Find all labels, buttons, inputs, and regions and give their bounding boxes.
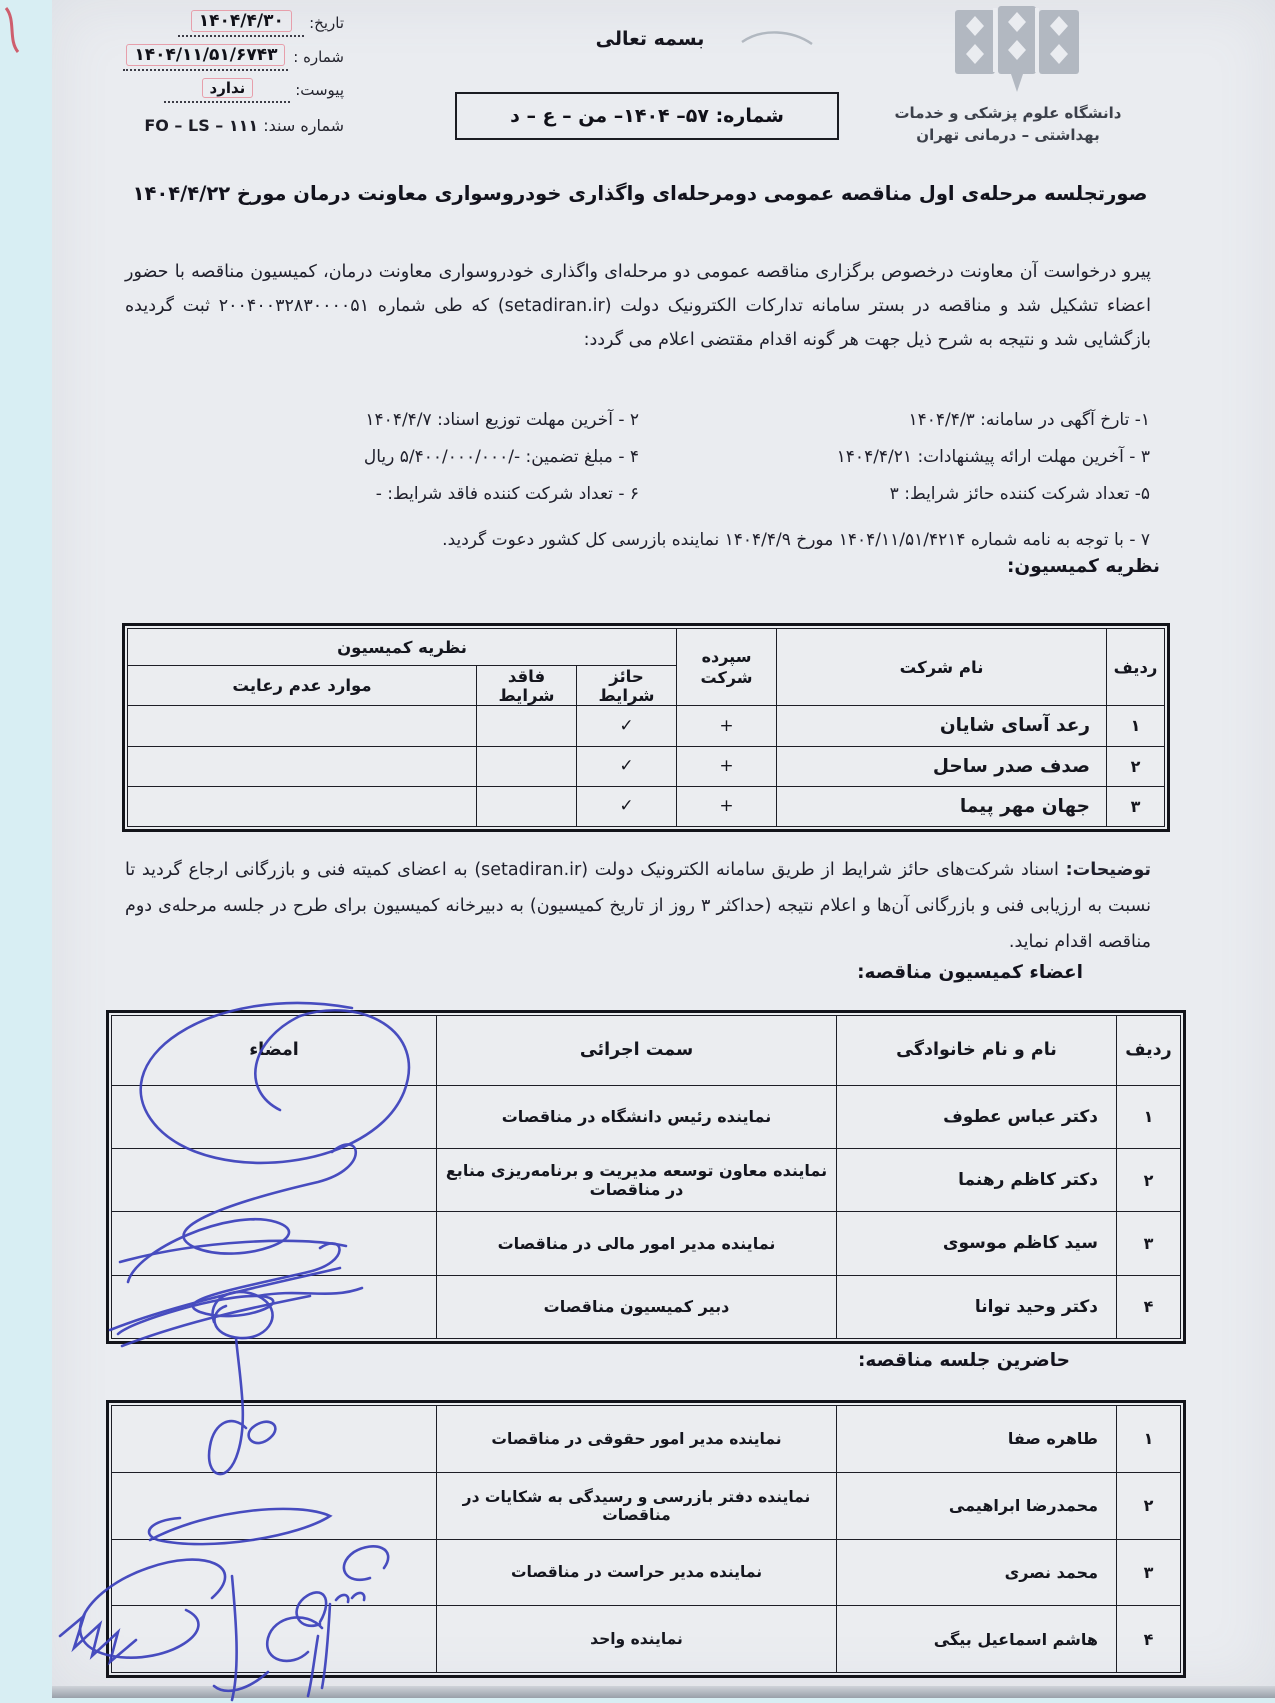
- col-unqualified: فاقد شرایط: [477, 666, 577, 706]
- noncompliance-cell: [128, 786, 477, 826]
- member-name: سید کاظم موسوی: [837, 1212, 1117, 1275]
- term-item-4: ۴ - مبلغ تضمین: -/۵/۴۰۰/۰۰۰/۰۰۰ ریال: [363, 447, 639, 467]
- company-row: [128, 746, 1165, 786]
- number-label: شماره :: [293, 48, 344, 66]
- signature-cell: [112, 1606, 437, 1673]
- col-name: نام و نام خانوادگی: [837, 1016, 1117, 1086]
- row-no: ۴: [1117, 1606, 1181, 1673]
- row-no: ۱: [1117, 1406, 1181, 1473]
- letter-number-box: شماره: ۵۷– ۱۴۰۴– من – ع – د: [455, 92, 839, 140]
- unqualified-cell: [477, 706, 577, 746]
- row-no: ۲: [1107, 746, 1165, 786]
- signature-cell: [112, 1275, 437, 1338]
- qualified-checkmark: ✓: [577, 746, 677, 786]
- member-row: [112, 1148, 1181, 1211]
- attendee-row: [112, 1406, 1181, 1473]
- member-role: نماینده رئیس دانشگاه در مناقصات: [437, 1085, 837, 1148]
- term-item-1: ۱- تارخ آگهی در سامانه: ۱۴۰۴/۴/۳: [908, 410, 1150, 430]
- attachment-label: پیوست:: [295, 81, 344, 99]
- row-no: ۳: [1117, 1212, 1181, 1275]
- row-no: ۱: [1107, 706, 1165, 746]
- attendee-name: محمد نصری: [837, 1539, 1117, 1606]
- attendee-row: [112, 1606, 1181, 1673]
- attendee-row: [112, 1472, 1181, 1539]
- meta-doc-number-row: [58, 116, 344, 135]
- notes-label: توضیحات:: [1065, 860, 1151, 880]
- letter-meta-block: [58, 8, 344, 135]
- meta-number-row: [58, 46, 344, 71]
- member-row: [112, 1275, 1181, 1338]
- attendee-role: نماینده واحد: [437, 1606, 837, 1673]
- term-item-2: ۲ - آخرین مهلت توزیع اسناد: ۱۴۰۴/۴/۷: [365, 410, 639, 430]
- deposit-mark: +: [677, 706, 777, 746]
- company-name: صدف صدر ساحل: [777, 746, 1107, 786]
- unqualified-cell: [477, 746, 577, 786]
- red-pen-corner-mark: [6, 8, 18, 52]
- attachment-value: ندارد: [202, 78, 254, 98]
- scan-bottom-edge: [52, 1686, 1275, 1698]
- signature-cell: [112, 1406, 437, 1473]
- meta-attachment-row: [58, 80, 344, 103]
- member-name: دکتر وحید توانا: [837, 1275, 1117, 1338]
- company-name: رعد آسای شایان: [777, 706, 1107, 746]
- deposit-mark: +: [677, 786, 777, 826]
- member-role: نماینده مدیر امور مالی در مناقصات: [437, 1212, 837, 1275]
- date-value: ۱۴۰۴/۴/۳۰: [191, 10, 292, 32]
- tender-terms-list: [128, 402, 1150, 559]
- row-no: ۳: [1117, 1539, 1181, 1606]
- qualified-checkmark: ✓: [577, 786, 677, 826]
- signature-cell: [112, 1148, 437, 1211]
- company-row: [128, 786, 1165, 826]
- member-name: دکتر کاظم رهنما: [837, 1148, 1117, 1211]
- date-leader: [178, 12, 304, 37]
- signature-cell: [112, 1539, 437, 1606]
- term-item-5: ۵- تعداد شرکت کننده حائز شرایط: ۳: [889, 484, 1150, 504]
- col-deposit: سپرده شرکت: [677, 629, 777, 706]
- signature-cell: [112, 1212, 437, 1275]
- member-row: [112, 1085, 1181, 1148]
- attendee-role: نماینده مدیر حراست در مناقصات: [437, 1539, 837, 1606]
- attendees-table: [106, 1400, 1186, 1678]
- members-heading: اعضاء کمیسیون مناقصه:: [857, 962, 1083, 983]
- attendees-heading: حاضرین جلسه مناقصه:: [858, 1350, 1070, 1371]
- university-name: [893, 102, 1123, 146]
- attendee-name: طاهره صفا: [837, 1406, 1117, 1473]
- row-no: ۱: [1117, 1085, 1181, 1148]
- meta-date-row: [58, 12, 344, 37]
- doc-number-label: شماره سند:: [263, 116, 344, 135]
- bismillah-text: بسمه تعالی: [595, 28, 705, 50]
- term-item-6: ۶ - تعداد شرکت کننده فاقد شرایط: -: [375, 484, 639, 504]
- attendee-role: نماینده مدیر امور حقوقی در مناقصات: [437, 1406, 837, 1473]
- company-row: [128, 706, 1165, 746]
- member-row: [112, 1212, 1181, 1275]
- col-signature: امضاء: [112, 1016, 437, 1086]
- member-role: دبیر کمیسیون مناقصات: [437, 1275, 837, 1338]
- date-label: تاریخ:: [309, 14, 344, 32]
- commission-opinion-heading: نظریه کمیسیون:: [1007, 556, 1160, 577]
- unqualified-cell: [477, 786, 577, 826]
- noncompliance-cell: [128, 746, 477, 786]
- number-value: ۱۴۰۴/۱۱/۵۱/۶۷۴۳: [126, 44, 285, 66]
- col-row-no: ردیف: [1107, 629, 1165, 706]
- term-item-3: ۳ - آخرین مهلت ارائه پیشنهادات: ۱۴۰۴/۴/۲۱: [836, 447, 1150, 467]
- university-name-line2: بهداشتی – درمانی تهران: [916, 126, 1100, 144]
- col-qualified: حائز شرایط: [577, 666, 677, 706]
- intro-paragraph: پیرو درخواست آن معاونت درخصوص برگزاری مناقصه عمومی دو مرحله‌ای واگذاری خودروسواری معاونت درمان، کمیسیون مناقصه با حضور اعضاء تشکیل شد و مناقصه در بستر سامانه تدارکات الکترونیک دولت (setadiran.ir) که طی شماره ۲۰۰۴۰۰۳۲۸۳۰۰۰۰۵۱ ثبت گردیده بازگشایی شد و نتیجه به شرح ذیل جهت هر گونه اقدام مقتضی اعلام می گردد:: [125, 262, 1151, 350]
- row-no: ۴: [1117, 1275, 1181, 1338]
- notes-body: اسناد شرکت‌های حائز شرایط از طریق سامانه الکترونیک دولت (setadiran.ir) به اعضای کمیته فنی و بازرگانی ارجاع گردید تا نسبت به ارزیابی فنی و بازرگانی آن‌ها و اعلام نتیجه (حداکثر ۳ روز از تاریخ کمیسیون) به دبیرخانه کمیسیون برای طرح در جلسه مرحله‌ی دوم مناقصه اقدام نماید.: [125, 860, 1151, 952]
- qualified-checkmark: ✓: [577, 706, 677, 746]
- signature-cell: [112, 1472, 437, 1539]
- row-no: ۲: [1117, 1148, 1181, 1211]
- number-leader: [123, 46, 288, 71]
- row-no: ۲: [1117, 1472, 1181, 1539]
- document-title: صورتجلسه مرحله‌ی اول مناقصه عمومی دومرحله‌ای واگذاری خودروسواری معاونت درمان مورخ ۱۴۰۴/۴/۲۲: [132, 182, 1148, 205]
- attendee-row: [112, 1539, 1181, 1606]
- university-name-line1: دانشگاه علوم پزشکی و خدمات: [894, 104, 1122, 122]
- attendee-name: محمدرضا ابراهیمی: [837, 1472, 1117, 1539]
- noncompliance-cell: [128, 706, 477, 746]
- signature-cell: [112, 1085, 437, 1148]
- col-noncompliance: موارد عدم رعایت: [128, 666, 477, 706]
- attendee-role: نماینده دفتر بازرسی و رسیدگی به شکایات در مناقصات: [437, 1472, 837, 1539]
- doc-number-value: ۱۱۱ – FO – LS: [144, 116, 259, 135]
- col-role: سمت اجرائی: [437, 1016, 837, 1086]
- col-company: نام شرکت: [777, 629, 1107, 706]
- member-role: نماینده معاون توسعه مدیریت و برنامه‌ریزی منابع در مناقصات: [437, 1148, 837, 1211]
- tehran-university-emblem-icon: [941, 6, 1093, 100]
- col-opinion-group: نظریه کمیسیون: [128, 629, 677, 666]
- commission-members-table: [106, 1010, 1186, 1344]
- attachment-leader: [164, 80, 290, 103]
- attendee-name: هاشم اسماعیل بیگی: [837, 1606, 1117, 1673]
- term-item-7: ۷ - با توجه به نامه شماره ۱۴۰۴/۱۱/۵۱/۴۲۱۴ مورخ ۱۴۰۴/۴/۹ نماینده بازرسی کل کشور دعوت گردید.: [442, 530, 1150, 550]
- member-name: دکتر عباس عطوف: [837, 1085, 1117, 1148]
- commission-opinion-table: [122, 623, 1170, 832]
- deposit-mark: +: [677, 746, 777, 786]
- notes-paragraph: [125, 852, 1151, 960]
- col-row-no: ردیف: [1117, 1016, 1181, 1086]
- row-no: ۳: [1107, 786, 1165, 826]
- company-name: جهان مهر پیما: [777, 786, 1107, 826]
